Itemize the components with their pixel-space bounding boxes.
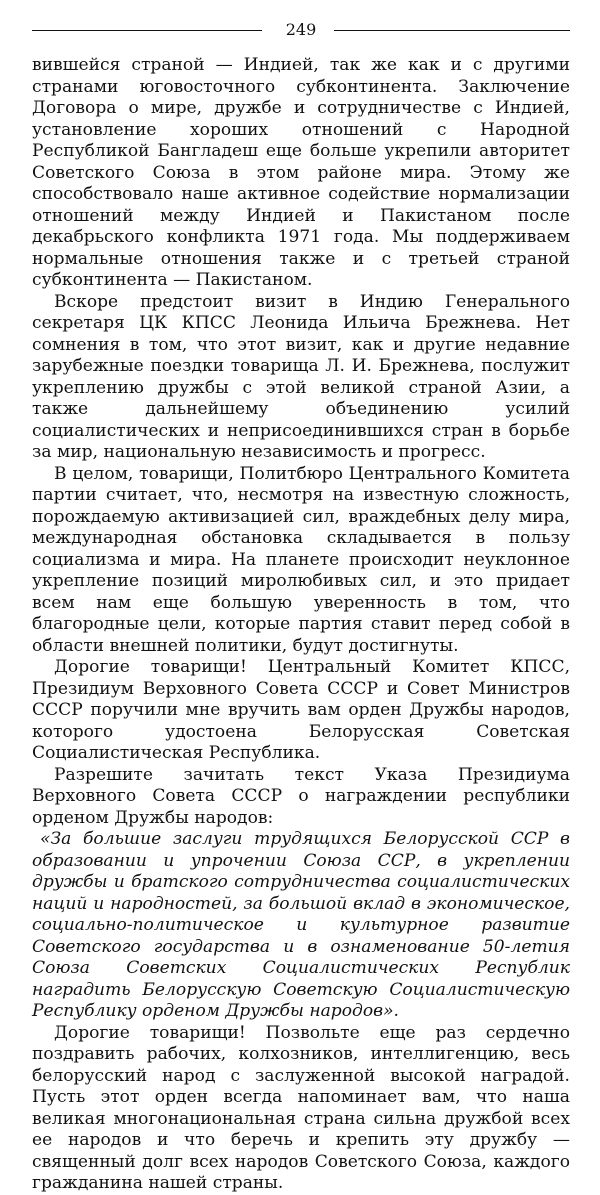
page-header [32,18,570,44]
paragraph-india-relations: вившейся страной — Индией, так же как и с другими странами юговосточного субконтинента. Заключение Договора о мире, дружбе и сотрудничестве с Индией, установление хороших отношений с Народной Республикой Бангладеш еще больше укрепили авторитет Советского Союза в этом районе мира. Этому же способствовало наше активное содействие нормализации отношений между Индией и Пакистаном после декабрьского конфликта 1971 года. Мы поддерживаем нормальные отношения также и с третьей страной субконтинента — Пакистаном. [32,55,570,290]
paragraph-brezhnev-visit: Вскоре предстоит визит в Индию Генерального секретаря ЦК КПСС Леонида Ильича Брежнева. Нет сомнения в том, что этот визит, как и другие недавние зарубежные поездки товарища Л. И. Брежнева, послужит укреплению дружбы с этой великой страной Азии, а также дальнейшему объединению усилий социалистических и неприсоединившихся стран в борьбе за мир, национальную независимость и прогресс. [32,291,570,462]
paragraph-decree-text: «За большие заслуги трудящихся Белорусской ССР в образовании и упрочении Союза ССР, в укреплении дружбы и братского сотрудничества социалистических наций и народностей, за большой вклад в экономическое, социально-политическое и культурное развитие Советского государства и в ознаменование 50-летия Союза Советских Социалистических Республик наградить Белорусскую Советскую Социалистическую Республику орденом Дружбы народов». [32,829,570,1021]
paragraph-decree-intro: Разрешите зачитать текст Указа Президиума Верховного Совета СССР о награждении республики орденом Дружбы народов: [32,764,570,828]
paragraph-international-situation: В целом, товарищи, Политбюро Центрального Комитета партии считает, что, несмотря на известную сложность, порождаемую активизацией сил, враждебных делу мира, международная обстановка складывается в пользу социализма и мира. На планете происходит неуклонное укрепление позиций миролюбивых сил, и это придает всем нам еще большую уверенность в том, что благородные цели, которые партия ставит перед собой в области внешней политики, будут достигнуты. [32,463,570,656]
paragraph-order-presentation: Дорогие товарищи! Центральный Комитет КПСС, Президиум Верховного Совета СССР и Совет Министров СССР поручили мне вручить вам орден Дружбы народов, которого удостоена Белорусская Советская Социалистическая Республика. [32,657,570,763]
paragraph-congratulations: Дорогие товарищи! Позвольте еще раз сердечно поздравить рабочих, колхозников, интеллигенцию, весь белорусский народ с заслуженной высокой наградой. Пусть этот орден всегда напоминает вам, что наша великая многонациональная страна сильна дружбой всех ее народов и что беречь и крепить эту дружбу — священный долг всех народов Советского Союза, каждого гражданина нашей страны. [32,1022,570,1193]
body-text [32,55,570,1195]
header-rule-right [334,30,570,31]
page-number: 249 [285,20,317,39]
